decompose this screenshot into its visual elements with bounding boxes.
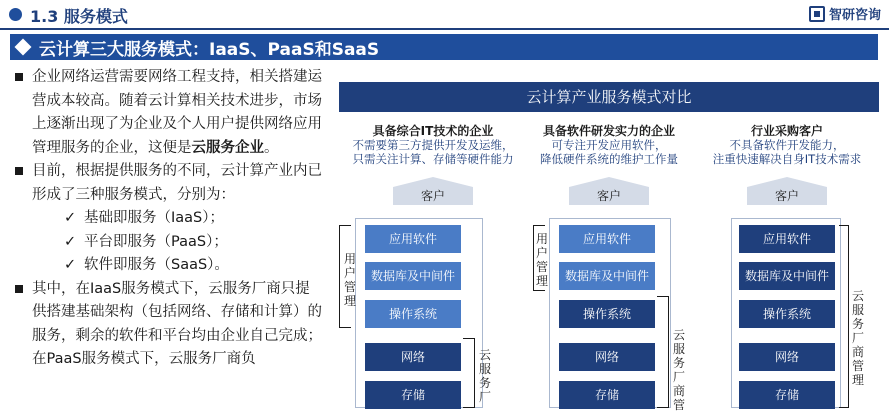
paragraph-1 <box>32 66 324 160</box>
column-header-saas <box>697 124 877 166</box>
checkmark-icon: ✓ <box>64 233 77 250</box>
section-title: 1.3 服务模式 <box>30 7 128 26</box>
layer-app-software: 应用软件 <box>739 225 835 253</box>
banner-title: 云计算三大服务模式：IaaS、PaaS和SaaS <box>39 39 380 60</box>
company-logo <box>809 4 881 23</box>
list-item-text: 基础即服务（IaaS）； <box>84 210 225 226</box>
layer-network: 网络 <box>559 343 655 371</box>
vendor-manage-label: 云服务厂 <box>478 348 491 404</box>
title-banner <box>10 34 878 60</box>
layer-network: 网络 <box>365 343 461 371</box>
layer-operating-system: 操作系统 <box>559 300 655 328</box>
layer-database-middleware: 数据库及中间件 <box>559 262 655 290</box>
list-item-text: 平台即服务（PaaS）； <box>84 233 228 250</box>
square-bullet-icon <box>15 167 23 175</box>
customer-label: 客户 <box>747 187 827 205</box>
column-desc: 不需要第三方提供开发及运维， <box>352 138 514 152</box>
square-bullet-icon <box>15 285 23 293</box>
column-desc: 降低硬件系统的维护工作量 <box>540 152 678 166</box>
checkmark-icon: ✓ <box>64 257 77 273</box>
up-arrow-icon <box>569 177 649 187</box>
logo-mark-icon <box>809 6 825 22</box>
paragraph-3 <box>32 278 324 372</box>
layer-operating-system: 操作系统 <box>739 300 835 328</box>
up-arrow-icon <box>393 177 473 187</box>
paragraph-2 <box>32 160 324 207</box>
column-header-iaas <box>343 124 523 166</box>
para1-text: 企业网络运营需要网络工程支持，相关搭建运营成本较高。随着云计算相关技术进步，市场上逐渐出现了为企业及个人用户提供网络应用管理服务的企业，这便是 <box>32 69 322 156</box>
customer-arrow <box>569 177 649 205</box>
layer-operating-system: 操作系统 <box>365 300 461 328</box>
list-item-iaas <box>32 207 324 231</box>
user-manage-label: 用户管理 <box>343 252 356 308</box>
layer-database-middleware: 数据库及中间件 <box>365 262 461 290</box>
column-desc: 不具备软件开发能力， <box>729 138 845 152</box>
layer-network: 网络 <box>739 343 835 371</box>
customer-arrow <box>747 177 827 205</box>
logo-text: 智研咨询 <box>828 8 881 23</box>
vendor-manage-bracket <box>463 338 475 408</box>
column-desc: 注重快速解决自身IT技术需求 <box>712 152 862 166</box>
header-divider <box>0 28 889 30</box>
column-heading: 行业采购客户 <box>750 124 823 138</box>
list-item-paas <box>32 231 324 255</box>
column-heading: 具备综合IT技术的企业 <box>372 124 494 138</box>
column-desc: 可专注开发应用软件， <box>551 138 667 152</box>
vendor-manage-bracket <box>839 225 849 408</box>
vendor-manage-label: 云服务厂商管理 <box>851 289 864 387</box>
user-manage-label: 用户管理 <box>535 232 548 288</box>
service-model-diagram <box>339 82 879 412</box>
column-header-paas <box>519 124 699 166</box>
customer-arrow <box>393 177 473 205</box>
layer-storage: 存储 <box>365 381 461 409</box>
customer-label: 客户 <box>393 187 473 205</box>
layer-app-software: 应用软件 <box>365 225 461 253</box>
up-arrow-icon <box>747 177 827 187</box>
list-item-text: 软件即服务（SaaS）。 <box>84 257 229 273</box>
body-text <box>32 66 324 372</box>
layer-database-middleware: 数据库及中间件 <box>739 262 835 290</box>
layer-storage: 存储 <box>559 381 655 409</box>
list-item-saas <box>32 254 324 278</box>
section-header <box>0 0 889 30</box>
diagram-title: 云计算产业服务模式对比 <box>339 82 879 112</box>
bullet-dot-icon <box>9 8 22 21</box>
column-desc: 只需关注计算、存储等硬件能力 <box>352 152 514 166</box>
customer-label: 客户 <box>569 187 649 205</box>
para3-text: 其中，在IaaS服务模式下，云服务厂商只提供搭建基础架构（包括网络、存储和计算）的服务，剩余的软件和平台均由企业自己完成；在PaaS服务模式下，云服务厂商负 <box>32 280 322 367</box>
column-heading: 具备软件研发实力的企业 <box>542 124 675 138</box>
vendor-manage-bracket <box>657 296 669 408</box>
para2-text: 目前，根据提供服务的不同，云计算产业内已形成了三种服务模式，分别为： <box>32 163 322 203</box>
para1-emphasis: 云服务企业 <box>191 139 264 156</box>
layer-storage: 存储 <box>739 381 835 409</box>
checkmark-icon: ✓ <box>64 210 77 226</box>
layer-app-software: 应用软件 <box>559 225 655 253</box>
vendor-manage-label: 云服务厂商管 <box>672 328 685 412</box>
diamond-icon <box>15 39 32 56</box>
para1-end: 。 <box>264 139 279 156</box>
square-bullet-icon <box>15 73 23 81</box>
